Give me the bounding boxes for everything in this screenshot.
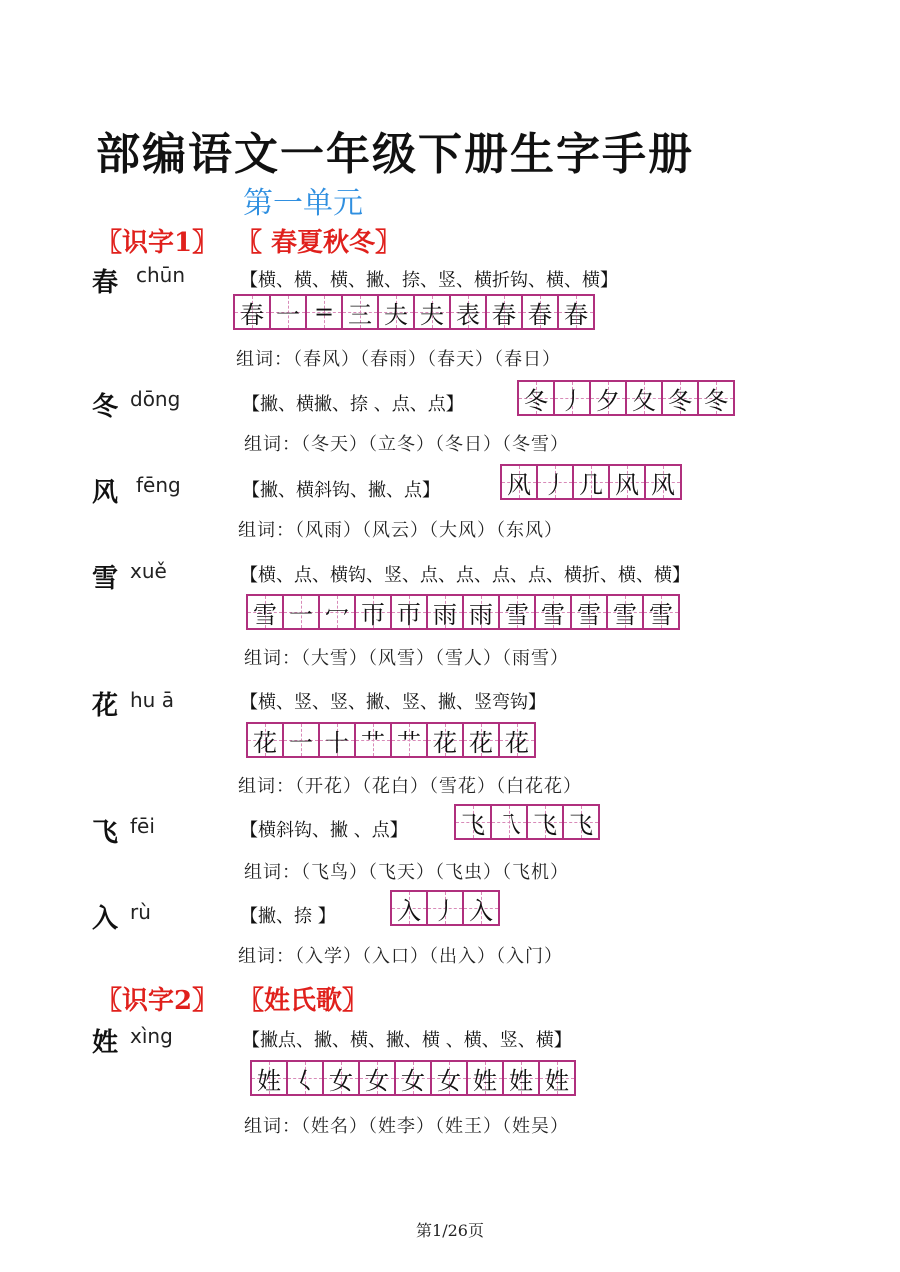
stroke-cell-glyph: 几 (579, 470, 603, 499)
lesson2-name: 〖姓氏歌〗 (238, 986, 369, 1016)
stroke-cell-glyph: 花 (253, 728, 277, 757)
stroke-cell-glyph: 花 (505, 728, 529, 757)
stroke-cell-glyph: 冬 (524, 386, 548, 415)
stroke-cell-glyph: 雪 (649, 600, 673, 629)
stroke-cell (356, 594, 392, 630)
stroke-cell (519, 380, 555, 416)
stroke-cell-glyph: 冖 (325, 600, 349, 629)
lesson1-label: 〖识字1〗 (96, 228, 219, 258)
stroke-cell (646, 464, 682, 500)
stroke-cell-glyph: 风 (651, 470, 675, 499)
stroke-cell (324, 1060, 360, 1096)
stroke-cell-glyph: 春 (492, 300, 516, 329)
stroke-cell-glyph: 风 (615, 470, 639, 499)
char-feng: 风 (92, 478, 119, 508)
stroke-cell-glyph: 表 (456, 300, 480, 329)
stroke-cell-glyph: 夫 (384, 300, 408, 329)
words-fei: 组词：（飞鸟）（飞天）（飞虫）（飞机） (244, 862, 569, 883)
stroke-cell-glyph: = (313, 298, 335, 326)
char-xing: 姓 (92, 1028, 119, 1058)
stroke-cell-glyph: 雨 (433, 600, 457, 629)
stroke-cell (252, 1060, 288, 1096)
stroke-cell (627, 380, 663, 416)
stroke-cell-glyph: 春 (528, 300, 552, 329)
stroke-cell-glyph: 女 (329, 1066, 353, 1095)
stroke-cell (432, 1060, 468, 1096)
words-hua: 组词：（开花）（花白）（雪花）（白花花） (238, 776, 582, 797)
page-footer: 第1/26页 (416, 1221, 484, 1240)
stroke-cell-glyph: 春 (240, 300, 264, 329)
stroke-cell (663, 380, 699, 416)
stroke-cell (610, 464, 646, 500)
stroke-cell-glyph: 雨 (469, 600, 493, 629)
stroke-cell-glyph: 夫 (420, 300, 444, 329)
stroke-grid-feng (500, 464, 682, 500)
stroke-cell-glyph: 雪 (253, 600, 277, 629)
words-xue: 组词：（大雪）（风雪）（雪人）（雨雪） (244, 648, 569, 669)
stroke-grid-fei (454, 804, 600, 840)
stroke-grid-ru (390, 890, 500, 926)
stroke-cell (456, 804, 492, 840)
pinyin-xue: xuě (130, 559, 167, 583)
stroke-cell (396, 1060, 432, 1096)
pinyin-chun: chūn (136, 263, 186, 287)
stroke-cell-glyph: 丿 (560, 386, 584, 415)
stroke-grid-dong (517, 380, 735, 416)
strokes-feng: 【撇、横斜钩、撇、点】 (242, 480, 440, 501)
unit-heading: 第一单元 (243, 186, 363, 221)
stroke-grid-xing (250, 1060, 576, 1096)
stroke-cell-glyph: 一 (289, 600, 313, 629)
stroke-cell-glyph: 𡿨 (293, 1066, 317, 1095)
stroke-cell (502, 464, 538, 500)
stroke-cell-glyph: 姓 (257, 1066, 281, 1095)
stroke-cell (360, 1060, 396, 1096)
stroke-cell (428, 594, 464, 630)
stroke-cell-glyph: 姓 (509, 1066, 533, 1095)
stroke-cell-glyph: 入 (397, 896, 421, 925)
stroke-cell (608, 594, 644, 630)
stroke-cell (504, 1060, 540, 1096)
char-xue: 雪 (92, 564, 119, 594)
words-xing: 组词：（姓名）（姓李）（姓王）（姓吴） (244, 1116, 569, 1137)
stroke-cell-glyph: 飞 (461, 810, 485, 839)
stroke-cell (528, 804, 564, 840)
stroke-cell (284, 594, 320, 630)
stroke-cell (248, 722, 284, 758)
stroke-cell-glyph: 雪 (541, 600, 565, 629)
stroke-cell (500, 594, 536, 630)
stroke-cell (487, 294, 523, 330)
stroke-cell (538, 464, 574, 500)
stroke-cell (288, 1060, 324, 1096)
pinyin-xing: xìng (130, 1024, 173, 1048)
char-hua: 花 (92, 691, 119, 721)
lesson2-label: 〖识字2〗 (96, 986, 219, 1016)
stroke-cell (555, 380, 591, 416)
page-title: 部编语文一年级下册生字手册 (96, 129, 694, 180)
stroke-cell-glyph: 艹 (361, 728, 385, 757)
stroke-cell-glyph: 花 (433, 728, 457, 757)
pinyin-dong: dōng (130, 387, 181, 411)
char-ru: 入 (92, 904, 119, 934)
stroke-cell-glyph: 帀 (397, 600, 421, 629)
stroke-cell (523, 294, 559, 330)
pinyin-fei: fēi (130, 814, 155, 838)
stroke-cell-glyph: 一 (276, 300, 300, 329)
stroke-cell-glyph: 雪 (577, 600, 601, 629)
stroke-cell (464, 722, 500, 758)
stroke-cell-glyph: 姓 (545, 1066, 569, 1095)
stroke-cell (307, 294, 343, 330)
stroke-cell-glyph: 艹 (397, 728, 421, 757)
strokes-dong: 【撇、横撇、捺 、点、点】 (242, 394, 464, 415)
stroke-cell-glyph: 帀 (361, 600, 385, 629)
stroke-cell-glyph: 女 (437, 1066, 461, 1095)
stroke-cell-glyph: 姓 (473, 1066, 497, 1095)
lesson1-name: 〖 春夏秋冬〗 (236, 228, 402, 258)
words-chun: 组词：（春风）（春雨）（春天）（春日） (236, 349, 561, 370)
stroke-cell (379, 294, 415, 330)
strokes-hua: 【横、竖、竖、撇、竖、撇、竖弯钩】 (240, 692, 546, 713)
stroke-cell (271, 294, 307, 330)
stroke-cell-glyph: 夕 (596, 386, 620, 415)
pinyin-hua: hu ā (130, 688, 174, 712)
stroke-cell-glyph: 雪 (505, 600, 529, 629)
stroke-cell-glyph: 春 (564, 300, 588, 329)
char-dong: 冬 (92, 392, 119, 422)
stroke-cell (500, 722, 536, 758)
stroke-cell-glyph: 风 (507, 470, 531, 499)
strokes-fei: 【横斜钩、撇 、点】 (240, 820, 408, 841)
stroke-cell (492, 804, 528, 840)
stroke-cell (235, 294, 271, 330)
stroke-cell (564, 804, 600, 840)
stroke-cell-glyph: 雪 (613, 600, 637, 629)
char-chun: 春 (92, 268, 119, 298)
stroke-cell-glyph: 丿 (543, 470, 567, 499)
stroke-cell (591, 380, 627, 416)
stroke-cell-glyph: 一 (289, 728, 313, 757)
stroke-cell (284, 722, 320, 758)
stroke-cell-glyph: 冬 (704, 386, 728, 415)
strokes-xue: 【横、点、横钩、竖、点、点、点、点、横折、横、横】 (240, 565, 690, 586)
char-fei: 飞 (92, 818, 119, 848)
words-feng: 组词：（风雨）（风云）（大风）（东风） (238, 520, 563, 541)
stroke-cell-glyph: 女 (401, 1066, 425, 1095)
words-dong: 组词：（冬天）（立冬）（冬日）（冬雪） (244, 434, 569, 455)
stroke-cell (451, 294, 487, 330)
strokes-xing: 【撇点、撇、横、撇、横 、横、竖、横】 (242, 1030, 572, 1051)
stroke-cell-glyph: 夂 (632, 386, 656, 415)
stroke-cell-glyph: 十 (325, 728, 349, 757)
stroke-cell-glyph: 乁 (497, 810, 521, 839)
stroke-grid-hua (246, 722, 536, 758)
stroke-cell (536, 594, 572, 630)
stroke-cell (464, 890, 500, 926)
stroke-cell (559, 294, 595, 330)
stroke-cell-glyph: 花 (469, 728, 493, 757)
stroke-cell (468, 1060, 504, 1096)
stroke-cell-glyph: 冬 (668, 386, 692, 415)
stroke-cell (644, 594, 680, 630)
stroke-cell (248, 594, 284, 630)
stroke-cell (356, 722, 392, 758)
stroke-cell (540, 1060, 576, 1096)
strokes-ru: 【撇、捺 】 (240, 906, 336, 927)
stroke-cell (428, 890, 464, 926)
stroke-cell (320, 594, 356, 630)
strokes-chun: 【横、横、横、撇、捺、竖、横折钩、横、横】 (240, 270, 618, 291)
stroke-cell (464, 594, 500, 630)
stroke-cell (392, 890, 428, 926)
stroke-cell (343, 294, 379, 330)
stroke-cell (392, 594, 428, 630)
stroke-cell (415, 294, 451, 330)
stroke-cell-glyph: 入 (469, 896, 493, 925)
stroke-cell-glyph: 飞 (533, 810, 557, 839)
stroke-grid-chun (233, 294, 595, 330)
stroke-cell (320, 722, 356, 758)
stroke-cell (572, 594, 608, 630)
stroke-cell (428, 722, 464, 758)
stroke-cell-glyph: 女 (365, 1066, 389, 1095)
stroke-cell-glyph: 飞 (569, 810, 593, 839)
pinyin-feng: fēng (136, 473, 181, 497)
stroke-cell (699, 380, 735, 416)
stroke-cell (574, 464, 610, 500)
stroke-cell (392, 722, 428, 758)
stroke-cell-glyph: 三 (348, 300, 372, 329)
stroke-grid-xue (246, 594, 680, 630)
pinyin-ru: rù (130, 900, 151, 924)
words-ru: 组词：（入学）（入口）（出入）（入门） (238, 946, 563, 967)
stroke-cell-glyph: 丿 (433, 896, 457, 925)
